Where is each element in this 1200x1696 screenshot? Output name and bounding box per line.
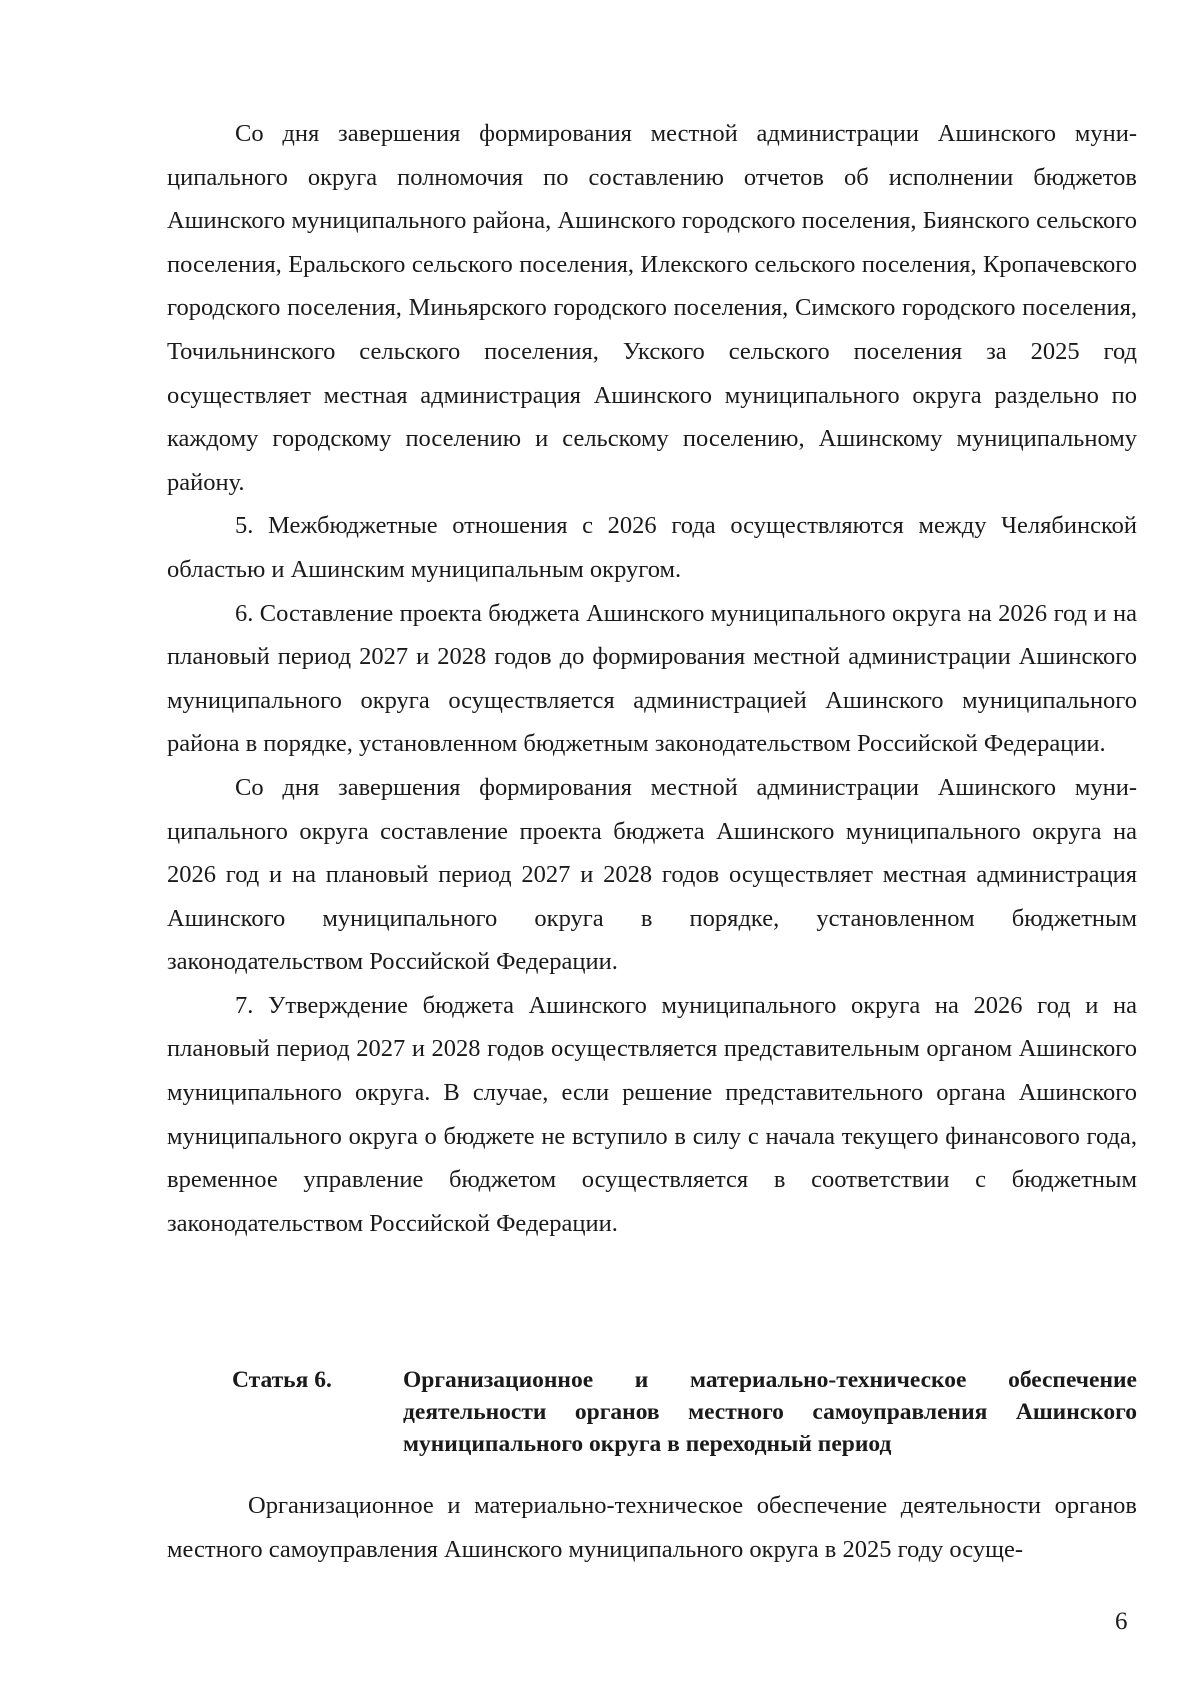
paragraph: 5. Межбюджетные отношения с 2026 года осуществляются между Челябинской областью и Ашинским муниципальным округом. [167,512,1137,583]
body-text [167,112,1137,1245]
article-body [167,1484,1137,1571]
article-number: Статья 6. [232,1367,332,1393]
article-title: Организационное и материально-техническое обеспечение деятельности органов местного самоуправления Ашинского муниципального округа в переходный период [403,1367,1137,1457]
paragraph: 7. Утверждение бюджета Ашинского муниципального округа на 2026 год и на плановый период 2027 и 2028 годов осуществляется представительным органом Ашинского муниципального округа. В случае, если решение представительного органа Ашинского муниципального округа о бюджете не вступило в силу с начала текущего финансового года, временное управление бюджетом осуществляется в соответствии с бюджетным законодательством Российской Федерации. [167,991,1137,1237]
paragraph: 6. Составление проекта бюджета Ашинского муниципального округа на 2026 год и на плановый период 2027 и 2028 годов до формирования местной администрации Ашинского муниципального округа осуществляется администрацией Ашинского муниципального района в порядке, установленном бюджетным законодательством Российской Федерации. [167,599,1137,758]
paragraph: Со дня завершения формирования местной администрации Ашинского муниципального округа составление проекта бюджета Ашинского муниципального округа на 2026 год и на плановый период 2027 и 2028 годов осуществляет местная администрация Ашинского муниципального округа в порядке, установленном бюджетным законодательством Российской Федерации. [167,773,1137,976]
paragraph: Организационное и материально-техническое обеспечение деятельности органов местного самоуправления Ашинского муниципального округа в 2025 году осуще- [167,1492,1137,1563]
paragraph: Со дня завершения формирования местной администрации Ашинского муниципального округа полномочия по составлению отчетов об исполнении бюджетов Ашинского муниципального района, Ашинского городского поселения, Биянского сельского поселения, Еральского сельского поселения, Илекского сельского поселения, Кропачевского городского поселения, Миньярского городского поселения, Симского городского поселения, Точильнинского сельского поселения, Укского сельского поселения за 2025 год осуществляет местная администрация Ашинского муниципального округа раздельно по каждому городскому поселению и сельскому поселению, Ашинскому муниципальному району. [167,120,1137,496]
article-heading [232,1364,1137,1460]
page-number: 6 [1115,1608,1128,1635]
